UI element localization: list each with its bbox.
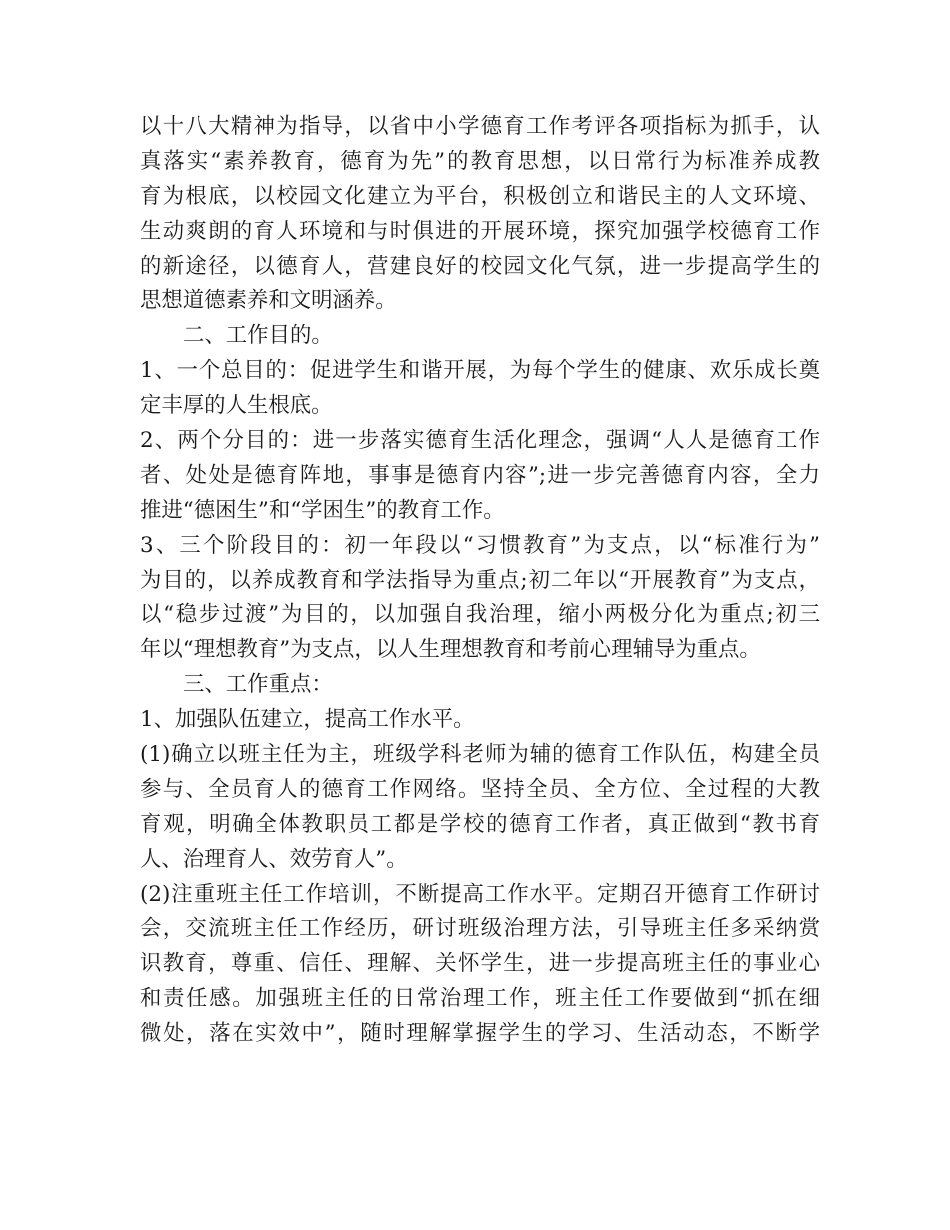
text-line: 参与、全员育人的德育工作网络。坚持全员、全方位、全过程的大教	[140, 776, 820, 802]
text-line: 以十八大精神为指导，以省中小学德育工作考评各项指标为抓手，认	[140, 114, 820, 139]
text-line: 和责任感。加强班主任的日常治理工作，班主任工作要做到“抓在细	[140, 986, 820, 1012]
text-line: 真落实“素养教育，德育为先”的教育思想，以日常行为标准养成教	[140, 148, 820, 174]
text-line: 人、治理育人、效劳育人”。	[140, 846, 408, 872]
text-line: 识教育，尊重、信任、理解、关怀学生，进一步提高班主任的事业心	[140, 951, 820, 977]
text-line: 育观，明确全体教职员工都是学校的德育工作者，真正做到“教书育	[140, 811, 820, 837]
text-line: 微处，落在实效中”，随时理解掌握学生的学习、生活动态，不断学	[140, 1021, 820, 1047]
text-line: 年以“理想教育”为支点，以人生理想教育和考前心理辅导为重点。	[140, 637, 761, 663]
text-line: 以“稳步过渡”为目的，以加强自我治理，缩小两极分化为重点;初三	[140, 602, 820, 628]
text-line: 推进“德困生”和“学困生”的教育工作。	[140, 497, 505, 523]
text-line: 为目的，以养成教育和学法指导为重点;初二年以“开展教育”为支点，	[140, 567, 820, 593]
text-line: 3、三个阶段目的：初一年段以“习惯教育”为支点，以“标准行为”	[140, 532, 820, 558]
text-line: 思想道德素养和文明涵养。	[140, 288, 397, 314]
text-line: 者、处处是德育阵地，事事是德育内容”;进一步完善德育内容，全力	[140, 462, 820, 488]
text-line: 生动爽朗的育人环境和与时俱进的开展环境，探究加强学校德育工作	[140, 218, 820, 244]
text-line: 1、一个总目的：促进学生和谐开展，为每个学生的健康、欢乐成长奠	[140, 358, 820, 384]
text-line: 的新途径，以德育人，营建良好的校园文化气氛，进一步提高学生的	[140, 253, 820, 279]
section-heading: 三、工作重点：	[183, 672, 333, 698]
text-line: 定丰厚的人生根底。	[140, 393, 333, 419]
section-heading: 二、工作目的。	[183, 323, 333, 349]
text-line: 2、两个分目的：进一步落实德育生活化理念，强调“人人是德育工作	[140, 428, 820, 454]
text-line: 育为根底，以校园文化建立为平台，积极创立和谐民主的人文环境、	[140, 183, 820, 209]
text-line: (1)确立以班主任为主，班级学科老师为辅的德育工作队伍，构建全员	[140, 742, 820, 768]
text-line: (2)注重班主任工作培训，不断提高工作水平。定期召开德育工作研讨	[140, 881, 820, 907]
body-text	[140, 110, 820, 1052]
text-line: 1、加强队伍建立，提高工作水平。	[140, 707, 475, 733]
text-line: 会，交流班主任工作经历，研讨班级治理方法，引导班主任多采纳赏	[140, 916, 820, 942]
